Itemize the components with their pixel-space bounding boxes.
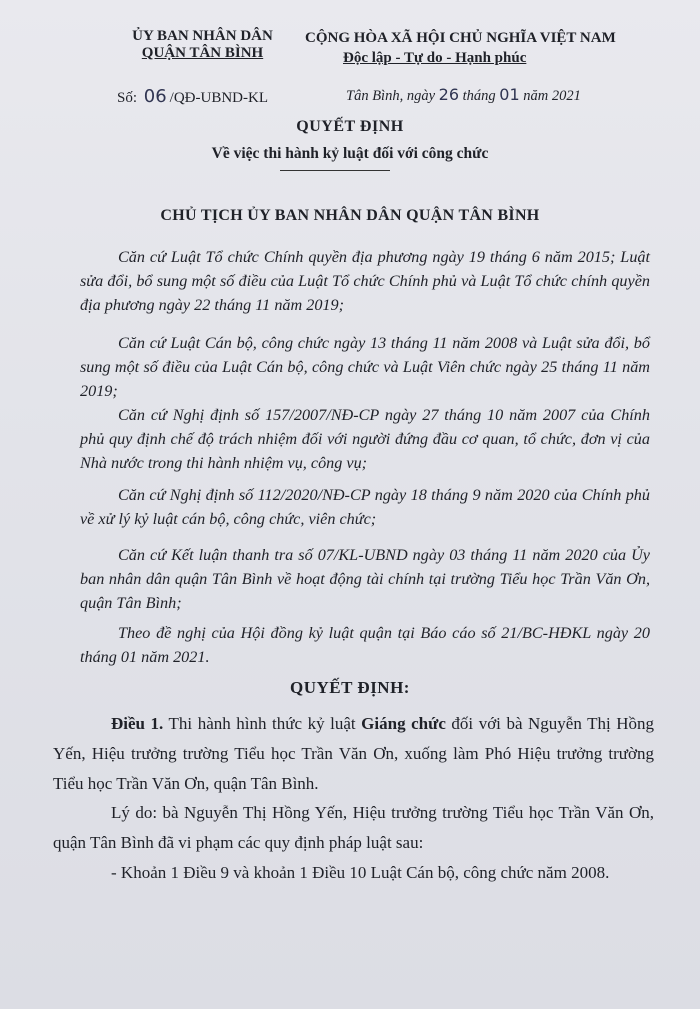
- article-1: [53, 709, 654, 799]
- title-divider: [280, 170, 390, 171]
- document-title: QUYẾT ĐỊNH: [296, 118, 404, 135]
- doc-number-suffix: /QĐ-UBND-KL: [169, 90, 268, 106]
- national-header: [305, 28, 635, 68]
- agency-line-2: QUẬN TÂN BÌNH: [141, 45, 264, 61]
- issuer-heading: CHỦ TỊCH ỦY BAN NHÂN DÂN QUẬN TÂN BÌNH: [160, 207, 540, 224]
- legal-ground-2: Căn cứ Luật Cán bộ, công chức ngày 13 tháng 11 năm 2008 và Luật sửa đổi, bổ sung một số điều của Luật Cán bộ, công chức và Luật Viên chức ngày 25 tháng 11 năm 2019;: [80, 334, 650, 400]
- article-1-text-before: Thi hành hình thức kỷ luật: [168, 714, 356, 733]
- date-month: 01: [499, 85, 520, 104]
- doc-number-handwritten: 06: [143, 86, 167, 107]
- nation-line-1: CỘNG HÒA XÃ HỘI CHỦ NGHĨA VIỆT NAM: [305, 30, 616, 46]
- article-1-text-after: đối với bà Nguyễn Thị Hồng Yến, Hiệu trưởng trường Tiểu học Trần Văn Ơn, xuống làm Phó Hiệu trưởng trường Tiểu học Trần Văn Ơn, quận Tân Bình.: [53, 714, 655, 793]
- date-day: 26: [438, 85, 459, 104]
- issuing-agency: [100, 28, 305, 62]
- doc-number-prefix: Số:: [117, 90, 138, 106]
- place-prefix: Tân Bình, ngày: [346, 88, 436, 104]
- article-1-penalty: Giáng chức: [361, 714, 446, 733]
- year-label: năm 2021: [523, 88, 581, 104]
- legal-ground-6: Theo đề nghị của Hội đồng kỷ luật quận tại Báo cáo số 21/BC-HĐKL ngày 20 tháng 01 năm 2021.: [80, 624, 650, 666]
- violation-reason: Lý do: bà Nguyễn Thị Hồng Yến, Hiệu trưởng trường Tiểu học Trần Văn Ơn, quận Tân Bình đã vi phạm các quy định pháp luật sau:: [53, 803, 654, 852]
- legal-ground-4: Căn cứ Nghị định số 112/2020/NĐ-CP ngày 18 tháng 9 năm 2020 của Chính phủ về xử lý kỷ luật cán bộ, công chức, viên chức;: [80, 486, 650, 528]
- place-and-date: [346, 85, 581, 105]
- legal-ground-3: Căn cứ Nghị định số 157/2007/NĐ-CP ngày 27 tháng 10 năm 2007 của Chính phủ quy định chế độ trách nhiệm đối với người đứng đầu cơ quan, tổ chức, đơn vị của Nhà nước trong thi hành nhiệm vụ, công vụ;: [80, 406, 650, 472]
- document-subtitle: Về việc thi hành kỷ luật đối với công chức: [211, 145, 489, 162]
- legal-ground-5: Căn cứ Kết luận thanh tra số 07/KL-UBND ngày 03 tháng 11 năm 2020 của Ủy ban nhân dân quận Tân Bình về hoạt động tài chính tại trường Tiểu học Trần Văn Ơn, quận Tân Bình;: [80, 546, 650, 612]
- nation-motto: Độc lập - Tự do - Hạnh phúc: [343, 50, 527, 66]
- article-1-label: Điều 1.: [111, 714, 164, 733]
- decision-heading: QUYẾT ĐỊNH:: [290, 678, 410, 697]
- violation-item-1: - Khoản 1 Điều 9 và khoản 1 Điều 10 Luật Cán bộ, công chức năm 2008.: [111, 863, 610, 882]
- legal-ground-1: Căn cứ Luật Tổ chức Chính quyền địa phương ngày 19 tháng 6 năm 2015; Luật sửa đổi, bổ sung một số điều của Luật Tổ chức Chính phủ và Luật Tổ chức chính quyền địa phương ngày 22 tháng 11 năm 2019;: [80, 248, 650, 314]
- month-label: tháng: [462, 88, 496, 104]
- agency-line-1: ỦY BAN NHÂN DÂN: [132, 28, 273, 44]
- document-number: [117, 86, 268, 107]
